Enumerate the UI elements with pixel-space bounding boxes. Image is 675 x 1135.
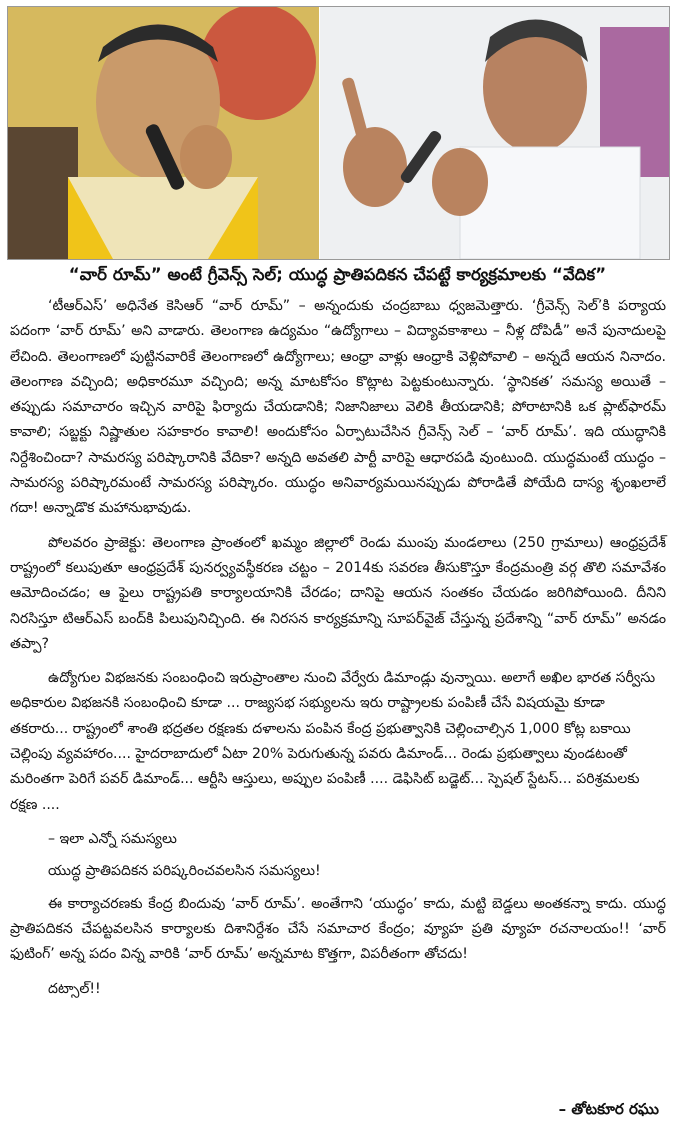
right-speaker-image (320, 7, 669, 259)
headline: “వార్ రూమ్” అంటే గ్రీవెన్స్ సెల్; యుద్ధ ప్రాతిపదికన చేపట్టే కార్యక్రమాలకు “వేదిక” (68, 265, 607, 284)
paragraph-6: ఈ కార్యాచరణకు కేంద్ర బిందువు ‘వార్ రూమ్’. అంతేగాని ‘యుద్ధం’ కాదు, మట్టి బెడ్డలు అంతకన్నా కాదు. యుద్ధ ప్రాతిపదికన చేపట్టవలసిన కార్యాలకు దిశానిర్దేశం చేసే సమాచార కేంద్రం; వ్యూహ ప్రతి వ్యూహ రచనాలయం!! ‘వార్ ఫుటింగ్’ అన్న పదం విన్న వారికి ‘వార్ రూమ్’ అన్నమాట కొత్తగా, విపరీతంగా తోచదు! (10, 895, 666, 963)
right-photo (320, 7, 669, 259)
left-speaker-image (8, 7, 319, 259)
paragraph-3: ఉద్యోగుల విభజనకు సంబంధించి ఇరుప్రాంతాల నుంచి వేర్వేరు డిమాండ్లు వున్నాయి. అలాగే అఖిల భారత సర్వీసు అధికారుల విభజనకి సంబంధించి కూడా ... రాజ్యసభ సభ్యులను ఇరు రాష్ట్రాలకు పంపిణీ చేసే విషయమై కూడా తకరారు... రాష్ట్రంలో శాంతి భద్రతల రక్షణకు దళాలను పంపిన కేంద్ర ప్రభుత్వానికి చెల్లించాల్సిన 1,000 కోట్ల బకాయి చెల్లింపు వ్యవహారం.... హైదరాబాదులో ఏటా 20% పెరుగుతున్న పవరు డిమాండ్... రెండు ప్రభుత్వాలు వుండటంతో మరింతగా పెరిగే పవర్ డిమాండ్... ఆర్టీసి ఆస్తులు, అప్పుల పంపిణీ .... డెఫిసిట్ బడ్జెట్... స్పెషల్ స్టేటస్... పరిశ్రమలకు రక్షణ .... (10, 670, 656, 813)
left-photo (8, 7, 319, 259)
paragraph-2: పోలవరం ప్రాజెక్టు: తెలంగాణ ప్రాంతంలో ఖమ్మం జిల్లాలో రెండు ముంపు మండలాలు (250 గ్రామాలు) ఆంధ్రప్రదేశ్ రాష్ట్రంలో కలుపుతూ ఆంధ్రప్రదేశ్ పునర్వ్యవస్థీకరణ చట్టం – 2014కు సవరణ తీసుకొస్తూ కేంద్రమంత్రి వర్గ తొలి సమావేశం ఆమోదించడం; ఆ ఫైలు రాష్ట్రపతి కార్యాలయానికి చేరడం; దానిపై ఆయన సంతకం చేయడం జరిగిపోయింది. దీనిని నిరసిస్తూ టిఆర్ఎస్ బంద్‌కి పిలుపునిచ్చింది. ఈ నిరసన కార్యక్రమాన్ని సూపర్‌వైజ్ చేస్తున్న ప్రదేశాన్ని “వార్ రూమ్” అనడం తప్పా? (10, 534, 666, 652)
paragraph-1: ‘టీఆర్ఎస్’ అధినేత కెసిఆర్ “వార్ రూమ్” – అన్నందుకు చంద్రబాబు ధ్వజమెత్తారు. ‘గ్రీవెన్స్ సెల్’కి పర్యాయ పదంగా ‘వార్ రూమ్’ అని వాడారు. తెలంగాణ ఉద్యమం “ఉద్యోగాలు – విద్యావకాశాలు – నీళ్ల దోపిడీ” అనే పునాదులపై లేచింది. తెలంగాణలో పుట్టినవారికే తెలంగాణలో ఉద్యోగాలు; ఆంధ్రా వాళ్లు ఆంధ్రాకి వెళ్లిపోవాలి – అన్నదే ఆయన నినాదం. తెలంగాణ వచ్చింది; అధికారమూ వచ్చింది; అన్న మాటకోసం కొట్లాట పెట్టకుంటున్నారు. ‘స్థానికత’ సమస్య అయితే – తప్పుడు సమాచారం ఇచ్చిన వారిపై ఫిర్యాదు చేయడానికి; నిజానిజాలు వెలికి తీయడానికి; పోరాటానికి ఒక ప్లాట్‌ఫారమ్ కావాలి; సబ్జక్టు నిష్ణాతుల సహకారం కావాలి! అందుకోసం ఏర్పాటుచేసిన గ్రీవెన్స్ సెల్ – ‘వార్ రూమ్’. ఇది యుద్ధానికి నిర్దేశించిందా? సామరస్య పరిష్కారానికి వేదికా? అన్నది అవతలి పార్టీ వారిపై ఆధారపడి వుంటుంది. యుద్ధమంటే యుద్ధం – సామరస్య పరిష్కారమంటే సామరస్య పరిష్కారం. యుద్ధం అనివార్యమయినప్పుడు పోరాడితే పోయేది దాస్య శృంఖలాలే గదా! అన్నాడొక మహానుభావుడు. (10, 298, 666, 517)
header-photo (7, 6, 670, 260)
paragraph-5: యుద్ధ ప్రాతిపదికన పరిష్కరించవలసిన సమస్యలు! (48, 863, 321, 880)
article-body (10, 294, 666, 1003)
paragraph-4: – ఇలా ఎన్నో సమస్యలు (48, 830, 177, 847)
author-byline: – తోటకూర రఘు (558, 1100, 659, 1118)
paragraph-7: దట్సాల్!! (48, 981, 101, 998)
